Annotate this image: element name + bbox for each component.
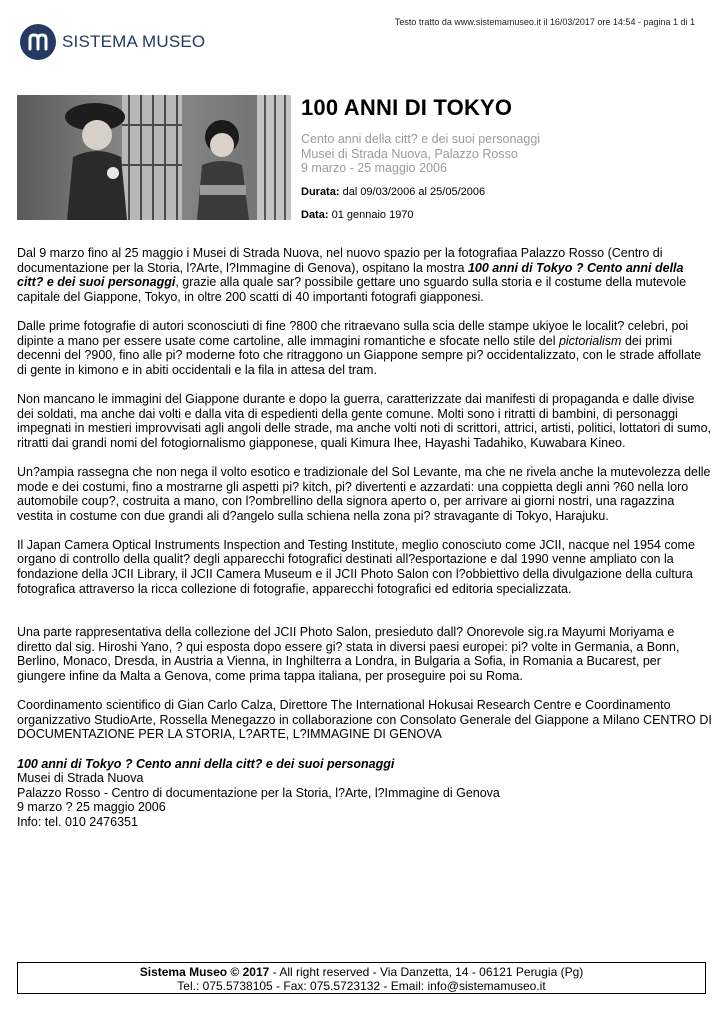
paragraph-1	[17, 246, 712, 304]
exhibition-title-inline: 100 anni di Tokyo ? Cento anni della citt? e dei suoi personaggi	[17, 260, 684, 290]
subtitle-line: Musei di Strada Nuova, Palazzo Rosso	[301, 146, 518, 161]
paragraph-text: dei primi decenni del ?900, fino alle pi? moderne foto che ritraggono un Giappone sempre pi? occidentalizzato, con le strade affollate di gente in kimono e in abiti occidentali e la fila in attesa del tram.	[17, 333, 702, 377]
museum-logo-icon	[20, 24, 56, 60]
subtitle-line: Cento anni della citt? e dei suoi personaggi	[301, 132, 541, 146]
info-line: 9 marzo ? 25 maggio 2006	[17, 800, 166, 815]
article-title: 100 ANNI DI TOKYO	[301, 95, 513, 120]
info-title: 100 anni di Tokyo ? Cento anni della citt? e dei suoi personaggi	[17, 756, 395, 771]
paragraph-4: Un?ampia rassegna che non nega il volto esotico e tradizionale del Sol Levante, ma che ne rivela anche la mutevolezza delle mode e dei costumi, fino a mostrarne gli aspetti pi? kitch, pi? divertenti e azzardati: una coppietta degli anni ?60 nella loro automobile coup?, costruita a mano, con l?ombrellino della signora aperto o, per arrivare ai giorni nostri, una ragazzina vestita in costume con due grandi ali d?angelo sulla schiena nella zona pi? stravagante di Tokyo, Harajuku.	[17, 464, 711, 523]
durata-value: dal 09/03/2006 al 25/05/2006	[342, 186, 486, 198]
article-body	[17, 246, 712, 830]
durata-label: Durata:	[301, 186, 340, 198]
info-line: Musei di Strada Nuova	[17, 771, 144, 786]
data-value: 01 gennaio 1970	[331, 209, 414, 221]
footer-address: - All right reserved - Via Danzetta, 14 - 06121 Perugia (Pg)	[269, 965, 584, 979]
footer-brand: Sistema Museo © 2017	[139, 965, 270, 979]
paragraph-5: Il Japan Camera Optical Instruments Inspection and Testing Institute, meglio conosciuto come JCII, nacque nel 1954 come organo di controllo della qualit? degli apparecchi fotografici destinati all?esportazione e dal 1990 venne ampliato con la fondazione della JCII Library, il JCII Camera Museum e il JCII Photo Salon con l?obbiettivo della divulgazione della cultura fotografica attraverso la ricca collezione di fotografie, apparecchi fotografici ed editoria specializzata.	[17, 537, 695, 596]
data-field	[301, 209, 414, 221]
paragraph-3: Non mancano le immagini del Giappone durante e dopo la guerra, caratterizzate dai manifesti di propaganda e dalle divise dei soldati, ma anche dai volti e dalla vita di espedienti della gente comune. Molti sono i ritratti di bambini, di personaggi impegnati in mestieri improvvisati agli angoli delle strade, ma anche volti noti di scrittori, attrici, artisti, politici, lottatori di sumo, ritratti dai grandi nomi del fotogiornalismo giapponese, quali Kimura Ihee, Hayashi Tadahiko, Kuwabara Kineo.	[17, 391, 712, 450]
paragraph-7: Coordinamento scientifico di Gian Carlo Calza, Direttore The International Hokusai Research Centre e Coordinamento organizzativo StudioArte, Rossella Menegazzo in collaborazione con Consolato Generale del Giappone a Milano CENTRO DI DOCUMENTAZIONE PER LA STORIA, L?ARTE, L?IMMAGINE DI GENOVA	[17, 698, 712, 742]
source-note: Testo tratto da www.sistemamuseo.it il 16/03/2017 ore 14:54 - pagina 1 di 1	[394, 17, 695, 27]
footer-line-1	[18, 965, 705, 979]
exhibition-photo	[17, 95, 291, 220]
paragraph-text: Dal 9 marzo fino al 25 maggio i Musei di Strada Nuova, nel nuovo spazio per la fotografiaa Palazzo Rosso (Centro di documentazione per la Storia, l?Arte, l?Immagine di Genova), ospitano la mostra	[17, 246, 663, 275]
paragraph-text: Dalle prime fotografie di autori sconosciuti di fine ?800 che ritraevano sulla scia delle stampe ukiyoe le localit? celebri, poi dipinte a mano per essere usate come cartoline, alle immagini romantiche e sfocate nello stile del	[17, 318, 689, 348]
page-footer	[17, 962, 706, 994]
paragraph-2	[17, 319, 712, 377]
info-line: Info: tel. 010 2476351	[17, 814, 138, 829]
paragraph-6: Una parte rappresentativa della collezione del JCII Photo Salon, presieduto dall? Onorevole sig.ra Mayumi Moriyama e diretto dal sig. Hiroshi Yano, ? qui esposta dopo essere gi? stata in diversi paesi europei: pi? volte in Germania, a Bonn, Berlino, Monaco, Dresda, in Austria a Vienna, in Inghilterra a Londra, in Bulgaria a Sofia, in Romania a Bucarest, per giungere infine da Malta a Genova, come prima tappa italiana, per proseguire poi su Roma.	[17, 625, 680, 684]
paragraph-text: , grazie alla quale sar? possibile gettare uno sguardo sulla storia e il costume della mutevole capitale del Giappone, Tokyo, in oltre 200 scatti di 40 importanti fotografi giapponesi.	[17, 275, 687, 304]
sistema-museo-logo[interactable]	[20, 24, 205, 60]
data-label: Data:	[301, 209, 329, 221]
footer-contacts: Tel.: 075.5738105 - Fax: 075.5723132 - Email: info@sistemamuseo.it	[177, 979, 546, 993]
info-line: Palazzo Rosso - Centro di documentazione per la Storia, l?Arte, l?Immagine di Genova	[17, 785, 500, 800]
durata-field	[301, 186, 485, 198]
exhibition-info	[17, 757, 712, 830]
logo-text: SISTEMA MUSEO	[62, 32, 206, 51]
subtitle-line: 9 marzo - 25 maggio 2006	[301, 161, 447, 175]
pictorialism-term: pictorialism	[558, 333, 622, 348]
article-subtitle	[301, 132, 540, 176]
